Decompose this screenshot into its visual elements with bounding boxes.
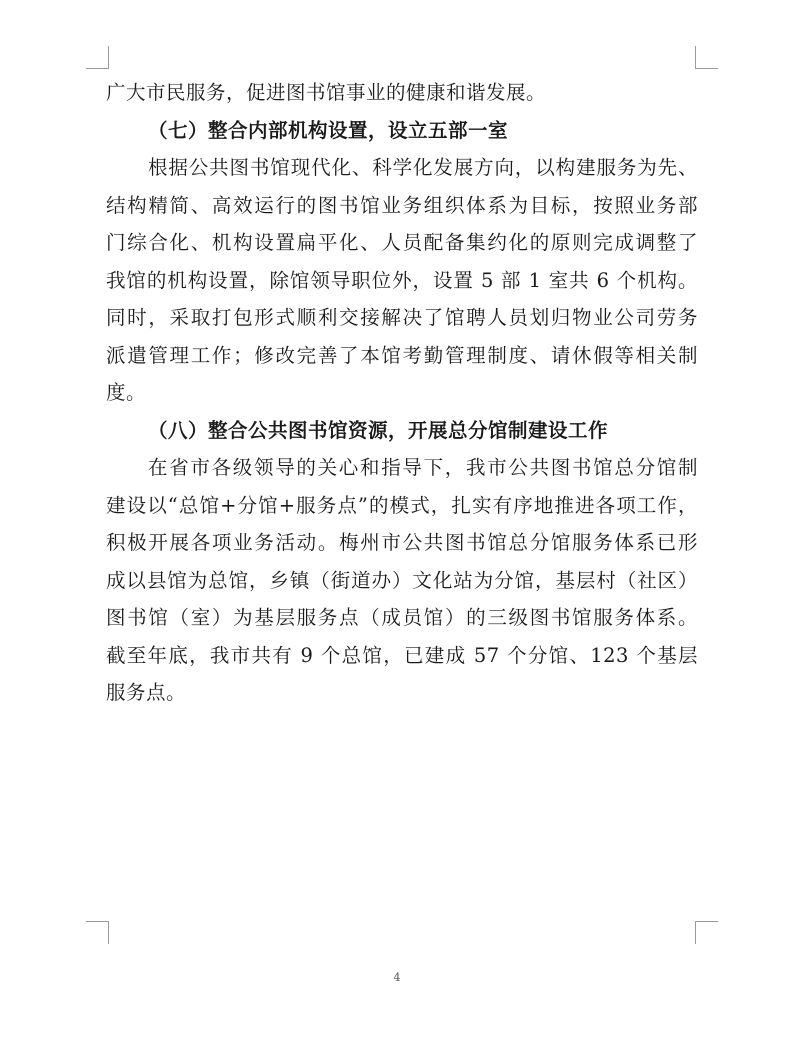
document-body [106, 74, 698, 712]
crop-mark-top-left [86, 46, 109, 69]
paragraph-line: 积极开展各项业务活动。梅州市公共图书馆总分馆服务体系已形 [106, 531, 698, 554]
paragraph-line: 我馆的机构设置，除馆领导职位外，设置 5 部 1 室共 6 个机构。 [106, 268, 698, 292]
paragraph-line: 服务点。 [106, 681, 187, 704]
paragraph-line: 根据公共图书馆现代化、科学化发展方向，以构建服务为先、 [148, 156, 698, 179]
paragraph-line: 度。 [106, 381, 147, 404]
section-8-paragraph [106, 449, 698, 712]
paragraph-line: 图书馆（室）为基层服务点（成员馆）的三级图书馆服务体系。 [106, 606, 698, 629]
section-8-heading: （八）整合公共图书馆资源，开展总分馆制建设工作 [148, 418, 609, 442]
paragraph-line: 同时，采取打包形式顺利交接解决了馆聘人员划归物业公司劳务 [106, 306, 698, 329]
paragraph-line: 截至年底，我市共有 9 个总馆，已建成 57 个分馆、123 个基层 [106, 643, 698, 667]
page-number: 4 [393, 971, 401, 984]
crop-mark-bottom-left [86, 921, 109, 944]
paragraph-line: 结构精简、高效运行的图书馆业务组织体系为目标，按照业务部 [106, 193, 698, 217]
section-7-heading: （七）整合内部机构设置，设立五部一室 [148, 118, 509, 142]
crop-mark-bottom-right [695, 921, 718, 944]
paragraph-line: 门综合化、机构设置扁平化、人员配备集约化的原则完成调整了 [106, 231, 698, 254]
paragraph-line: 在省市各级领导的关心和指导下，我市公共图书馆总分馆制 [148, 456, 698, 479]
paragraph-line: 建设以“总馆+分馆+服务点”的模式，扎实有序地推进各项工作， [106, 493, 698, 517]
intro-line: 广大市民服务，促进图书馆事业的健康和谐发展。 [106, 81, 547, 104]
crop-mark-top-right [695, 46, 718, 69]
paragraph-line: 成以县馆为总馆，乡镇（街道办）文化站为分馆，基层村（社区） [106, 568, 698, 592]
section-7-paragraph [106, 149, 698, 412]
paragraph-line: 派遣管理工作；修改完善了本馆考勤管理制度、请休假等相关制 [106, 343, 698, 367]
